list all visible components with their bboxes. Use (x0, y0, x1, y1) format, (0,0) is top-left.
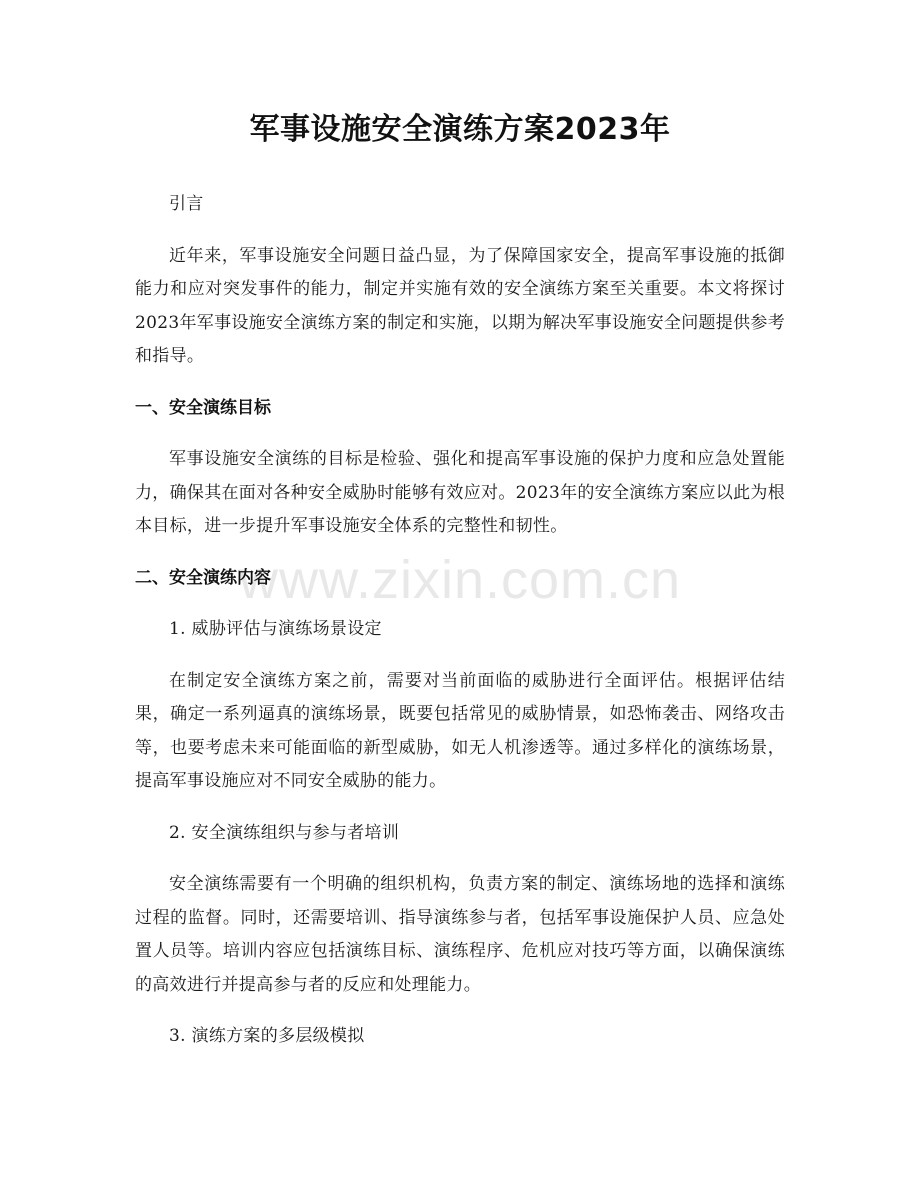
item1-title: 1. 威胁评估与演练场景设定 (169, 619, 382, 639)
item1-paragraph: 在制定安全演练方案之前，需要对当前面临的威胁进行全面评估。根据评估结果，确定一系列逼真的演练场景，既要包括常见的威胁情景，如恐怖袭击、网络攻击等，也要考虑未来可能面临的新型威胁，如无人机渗透等。通过多样化的演练场景，提高军事设施应对不同安全威胁的能力。 (135, 670, 785, 791)
item3-title: 3. 演练方案的多层级模拟 (169, 1026, 365, 1046)
section1-heading: 一、安全演练目标 (135, 397, 271, 418)
section1-paragraph: 军事设施安全演练的目标是检验、强化和提高军事设施的保护力度和应急处置能力，确保其在面对各种安全威胁时能够有效应对。2023年的安全演练方案应以此为根本目标，进一步提升军事设施安全体系的完整性和韧性。 (135, 449, 785, 536)
section2-heading: 二、安全演练内容 (135, 567, 271, 588)
document-title: 军事设施安全演练方案2023年 (249, 112, 671, 147)
document-body (135, 108, 785, 1054)
intro-label: 引言 (169, 194, 204, 214)
item2-title: 2. 安全演练组织与参与者培训 (169, 822, 400, 843)
intro-paragraph: 近年来，军事设施安全问题日益凸显，为了保障国家安全，提高军事设施的抵御能力和应对突发事件的能力，制定并实施有效的安全演练方案至关重要。本文将探讨2023年军事设施安全演练方案的制定和实施，以期为解决军事设施安全问题提供参考和指导。 (135, 245, 785, 366)
watermark: www.zixin.com.cn (238, 550, 682, 610)
item2-paragraph: 安全演练需要有一个明确的组织机构，负责方案的制定、演练场地的选择和演练过程的监督。同时，还需要培训、指导演练参与者，包括军事设施保护人员、应急处置人员等。培训内容应包括演练目标、演练程序、危机应对技巧等方面，以确保演练的高效进行并提高参与者的反应和处理能力。 (135, 874, 785, 995)
